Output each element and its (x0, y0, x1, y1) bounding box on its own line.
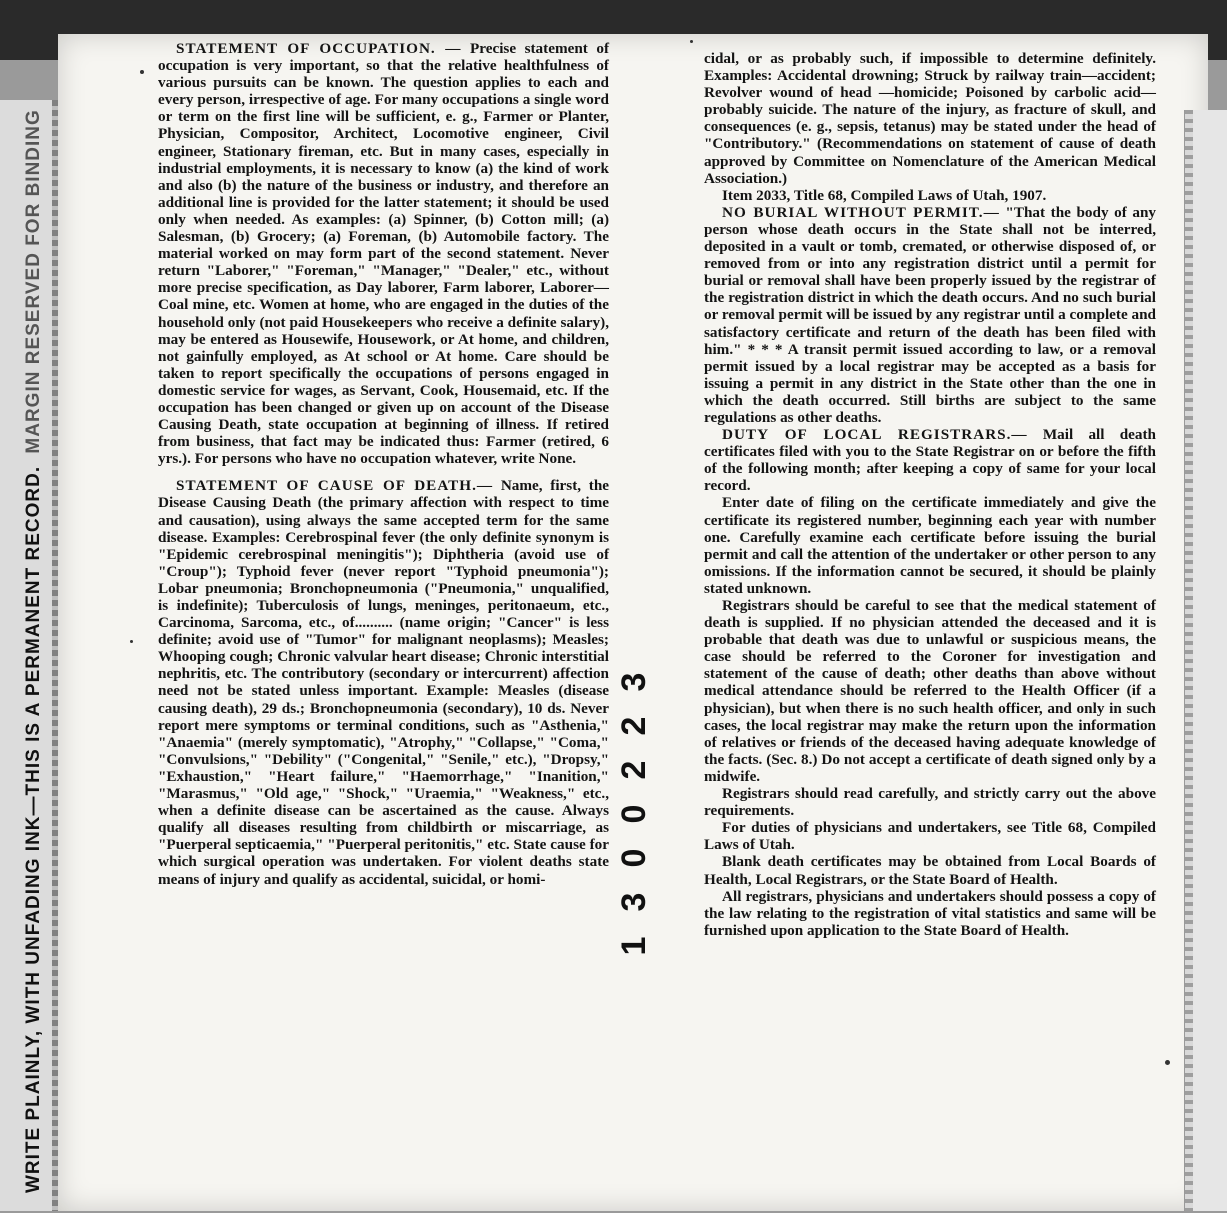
print-speck (1165, 1060, 1170, 1065)
occupation-paragraph (158, 40, 609, 467)
filing-paragraph: Enter date of filing on the certificate immediately and give the certificate its registered number, beginning each year with number one. Carefully examine each certificate before issuing the burial permit and call the attention of the undertaker or other person to any omissions. If the information cannot be secured, it should be plainly stated unknown. (704, 494, 1156, 597)
stamp-digit: 2 (615, 760, 653, 780)
registrar-duty-heading: DUTY OF LOCAL REGISTRARS.— (722, 426, 1028, 444)
burial-permit-paragraph (704, 204, 1156, 426)
cause-of-death-text: Name, first, the Disease Causing Death (the primary affection with respect to time and causation), using always the same accepted term for the same disease. Examples: Cerebrospinal fever (the only definite synonym is "Epidemic cerebrospinal meningitis"); Diphtheria (avoid use of "Croup"); Typhoid fever (never report "Typhoid pneumonia"); Lobar pneumonia; Bronchopneumonia ("Pneumonia," unqualified, is indefinite); Tuberculosis of lungs, meninges, peritonaeum, etc., Carcinoma, Sarcoma, etc., of.......... (name origin; "Cancer" is less definite; avoid use of "Tumor" for malignant neoplasms); Measles; Whooping cough; Chronic valvular heart disease; Chronic interstitial nephritis, etc. The contributory (secondary or intercurrent) affection need not be stated unless important. Example: Measles (disease causing death), 29 ds.; Bronchopneumonia (secondary), 10 ds. Never report mere symptoms or terminal conditions, such as "Asthenia," "Anaemia" (merely symptomatic), "Atrophy," "Collapse," "Coma," "Convulsions," "Debility" ("Congenital," "Senile," etc.), "Dropsy," "Exhaustion," "Heart failure," "Haemorrhage," "Inanition," "Marasmus," "Old age," "Shock," "Uraemia," "Weakness," etc., when a definite disease can be ascertained as the cause. Always qualify all diseases resulting from childbirth or miscarriage, as "Puerperal septicaemia," "Puerperal peritonitis," etc. State cause for which surgical operation was undertaken. For violent deaths state means of injury and qualify as accidental, suicidal, or homi- (158, 477, 610, 888)
print-speck (140, 70, 144, 74)
left-column (158, 40, 609, 888)
print-speck (130, 640, 133, 643)
stamp-digit: 0 (615, 848, 653, 868)
occupation-text: Precise statement of occupation is very important, so that the relative healthfulness of various pursuits can be known. The question applies to each and every person, irrespective of age. For many occupations a single word or term on the first line will be sufficient, e. g., Farmer or Planter, Physician, Compositor, Architect, Locomotive engineer, Civil engineer, Stationary fireman, etc. But in many cases, especially in industrial employments, it is necessary to know (a) the kind of work and also (b) the nature of the business or industry, and therefore an additional line is provided for the latter statement; it should be used only when needed. As examples: (a) Spinner, (b) Cotton mill; (a) Salesman, (b) Grocery; (a) Foreman, (b) Automobile factory. The material worked on may form part of the second statement. Never return "Laborer," "Foreman," "Manager," "Dealer," etc., without more precise specification, as Day laborer, Farm laborer, Laborer—Coal mine, etc. Women at home, who are engaged in the duties of the household only (not paid Housekeepers who receive a definite salary), may be entered as Housewife, Housework, or At home, and children, not gainfully employed, as At school or At home. Care should be taken to report specifically the occupations of persons engaged in domestic service for wages, as Servant, Cook, Housemaid, etc. If the occupation has been changed or given up on account of the Disease Causing Death, state occupation at beginning of illness. If retired from business, that fact may be indicated thus: Farmer (retired, 6 yrs.). For persons who have no occupation whatever, write None. (158, 40, 610, 468)
statute-reference: Item 2033, Title 68, Compiled Laws of Utah, 1907. (722, 186, 1047, 204)
right-edge-strip (1184, 110, 1227, 1211)
stamp-digit: 2 (615, 716, 653, 736)
margin-instruction (23, 93, 53, 1213)
burial-permit-heading: NO BURIAL WITHOUT PERMIT.— (722, 203, 1000, 221)
burial-permit-text: "That the body of any person whose death occurs in the State shall not be interred, deposited in a vault or tomb, cremated, or otherwise disposed of, or removed from or into any registration district until a permit for burial or removal shall have been properly issued by the registrar of the registration district in which the death occurs. And no such burial or removal permit will be issued by any registrar until a complete and satisfactory certificate and return of the death has been filed with him." * * * A transit permit issued according to law, or a removal permit issued by a local registrar may be accepted as a basis for issuing a permit in any district in the State other than the one in which the death occurred. Still births are subject to the same regulations as other deaths. (704, 203, 1157, 426)
margin-instruction-main: WRITE PLAINLY, WITH UNFADING INK—THIS IS A PERMANENT RECORD. (23, 465, 44, 1193)
registrar-duty-text: Mail all death certificates filed with you to the State Registrar on or before the fifth of the following month; after keeping a copy of same for your local record. (704, 426, 1156, 495)
right-column (704, 50, 1156, 939)
certificate-number-stamp (614, 660, 658, 960)
stamp-digit: 3 (615, 892, 653, 912)
medical-statement-paragraph: Registrars should be careful to see that the medical statement of death is supplied. If no physician attended the deceased and it is probable that death was due to unlawful or suspicious means, the case should be referred to the Coroner for investigation and statement of the cause of death; other deaths than above without medical attendance should be referred to the Health Officer (if a physician), but when there is no such health officer, and only in such cases, the local registrar may make the return upon the information of relatives or friends of the deceased having adequate knowledge of the facts. (Sec. 8.) Do not accept a certificate of death signed only by a midwife. (704, 597, 1156, 785)
stamp-digit: 0 (615, 804, 653, 824)
margin-instruction-binding: MARGIN RESERVED FOR BINDING (23, 109, 44, 454)
violent-death-paragraph: cidal, or as probably such, if impossible to determine definitely. Examples: Accidental drowning; Struck by railway train—accident; Revolver wound of head —homicide; Poisoned by carbolic acid—probably suicide. The nature of the injury, as fracture of skull, and consequences (e. g., sepsis, tetanus) may be stated under the head of "Contributory." (Recommendations on statement of cause of death approved by Committee on Nomenclature of the American Medical Association.) (704, 50, 1156, 187)
right-edge-texture (1185, 110, 1193, 1211)
cause-of-death-paragraph (158, 477, 609, 887)
registrar-duty-paragraph (704, 426, 1156, 494)
stamp-digit: 3 (615, 672, 653, 692)
requirements-paragraph: Registrars should read carefully, and strictly carry out the above requirements. (704, 785, 1156, 820)
blank-certificates-paragraph: Blank death certificates may be obtained from Local Boards of Health, Local Registrars, or the State Board of Health. (704, 853, 1156, 888)
occupation-heading: STATEMENT OF OCCUPATION. — (176, 40, 462, 57)
duties-reference-paragraph: For duties of physicians and undertakers, see Title 68, Compiled Laws of Utah. (704, 819, 1156, 854)
stamp-digit: 1 (615, 936, 653, 956)
print-speck (690, 40, 693, 43)
cause-of-death-heading: STATEMENT OF CAUSE OF DEATH.— (176, 477, 494, 495)
law-copy-paragraph: All registrars, physicians and undertakers should possess a copy of the law relating to the registration of vital statistics and same will be furnished upon application to the State Board of Health. (704, 887, 1156, 939)
